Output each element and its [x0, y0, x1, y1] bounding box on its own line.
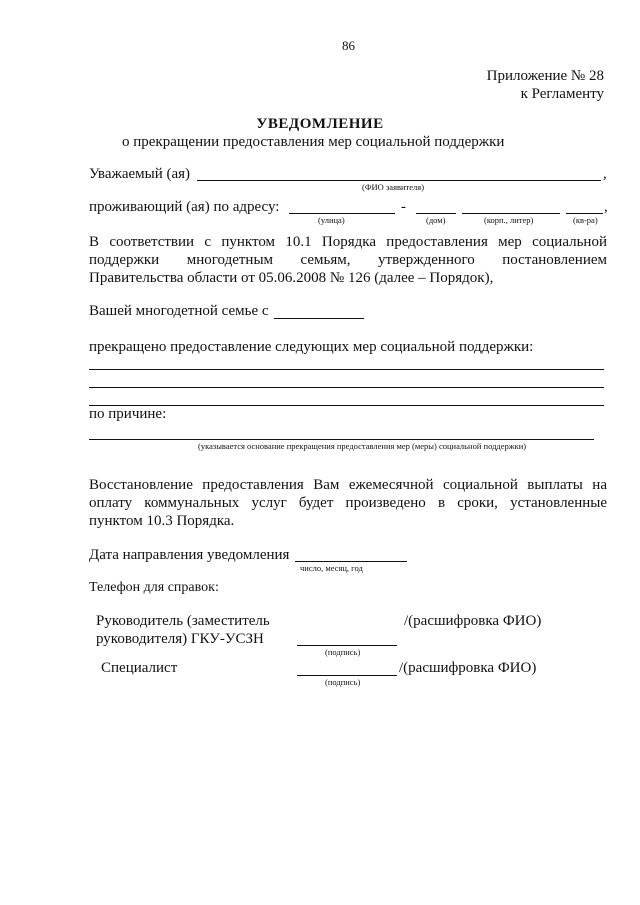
house-field[interactable]: [416, 213, 456, 214]
building-hint: (корп., литер): [484, 215, 534, 225]
head-signature-hint: (подпись): [325, 647, 361, 657]
paragraph-2-line-2: оплату коммунальных услуг будет произведено в сроки, установленные: [89, 495, 607, 511]
reason-field[interactable]: [89, 439, 594, 440]
document-subtitle: о прекращении предоставления мер социальной поддержки: [122, 134, 505, 150]
apartment-field[interactable]: [566, 213, 603, 214]
address-comma: ,: [604, 199, 608, 215]
date-sent-label: Дата направления уведомления: [89, 547, 290, 563]
phone-label: Телефон для справок:: [89, 580, 219, 595]
terminated-measures-label: прекращено предоставление следующих мер социальной поддержки:: [89, 339, 534, 355]
measures-line-2[interactable]: [89, 387, 604, 388]
paragraph-1-line-3: Правительства области от 05.06.2008 № 126 (далее – Порядок),: [89, 270, 494, 286]
greeting-label: Уважаемый (ая): [89, 166, 191, 182]
date-sent-field[interactable]: [295, 561, 407, 562]
paragraph-1-line-1: В соответствии с пунктом 10.1 Порядка предоставления мер социальной: [89, 234, 607, 250]
appendix-line-2: к Регламенту: [520, 86, 604, 102]
head-title-line-2: руководителя) ГКУ-УСЗН: [96, 631, 264, 647]
address-label: проживающий (ая) по адресу:: [89, 199, 280, 215]
specialist-signature-field[interactable]: [297, 675, 397, 676]
applicant-name-hint: (ФИО заявителя): [362, 182, 425, 192]
family-label: Вашей многодетной семье с: [89, 303, 269, 319]
paragraph-2-line-3: пунктом 10.3 Порядка.: [89, 513, 235, 529]
head-title-line-1: Руководитель (заместитель: [96, 613, 270, 629]
address-dash: -: [401, 199, 406, 215]
head-signature-field[interactable]: [297, 645, 397, 646]
applicant-name-field[interactable]: [197, 180, 601, 181]
specialist-name-decode: /(расшифровка ФИО): [399, 660, 537, 676]
date-sent-hint: число, месяц, год: [300, 563, 363, 573]
termination-date-field[interactable]: [274, 318, 364, 319]
reason-label: по причине:: [89, 406, 167, 422]
paragraph-2-line-1: Восстановление предоставления Вам ежемесячной социальной выплаты на: [89, 477, 607, 493]
street-field[interactable]: [289, 213, 395, 214]
reason-hint: (указывается основание прекращения предоставления мер (меры) социальной поддержки): [198, 441, 527, 451]
measures-line-1[interactable]: [89, 369, 604, 370]
street-hint: (улица): [318, 215, 345, 225]
paragraph-1-line-2: поддержки многодетным семьям, утвержденного постановлением: [89, 252, 607, 268]
building-field[interactable]: [462, 213, 560, 214]
specialist-signature-hint: (подпись): [325, 677, 361, 687]
head-name-decode: /(расшифровка ФИО): [404, 613, 542, 629]
document-title: УВЕДОМЛЕНИЕ: [256, 116, 384, 132]
specialist-label: Специалист: [101, 660, 178, 676]
page-number: 86: [342, 38, 355, 53]
appendix-line-1: Приложение № 28: [486, 68, 604, 84]
house-hint: (дом): [426, 215, 446, 225]
apartment-hint: (кв-ра): [573, 215, 598, 225]
greeting-comma: ,: [603, 166, 607, 182]
